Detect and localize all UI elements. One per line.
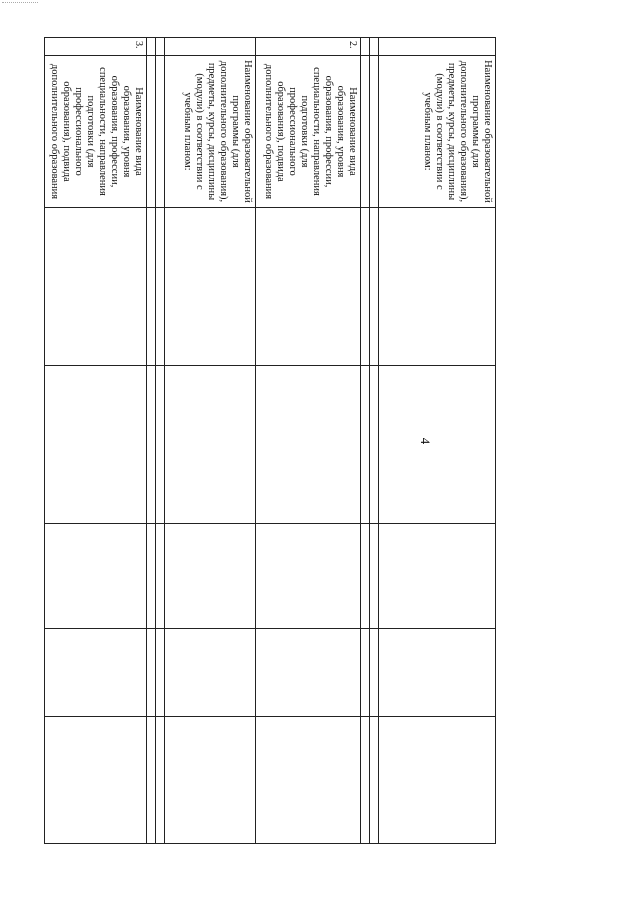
table-row — [361, 38, 370, 844]
empty-cell — [361, 208, 370, 366]
row-number-cell — [147, 38, 156, 56]
empty-cell — [147, 208, 156, 366]
empty-cell — [370, 366, 379, 524]
table-row — [165, 38, 256, 844]
row-label-cell: Наименование образовательной программы (для дополнительного образования), предметы, курсы, дисциплины (модули) в соответствии с учебным планом: — [379, 56, 496, 208]
empty-cell — [156, 208, 165, 366]
table-row — [379, 38, 496, 844]
row-number-cell — [370, 38, 379, 56]
empty-cell — [256, 208, 361, 366]
empty-cell — [147, 524, 156, 629]
empty-cell — [165, 717, 256, 844]
empty-cell — [379, 629, 496, 717]
empty-cell — [156, 366, 165, 524]
row-number-cell: 2. — [256, 38, 361, 56]
row-label-cell — [147, 56, 156, 208]
empty-cell — [361, 524, 370, 629]
empty-cell — [361, 629, 370, 717]
empty-cell — [165, 366, 256, 524]
empty-cell — [156, 524, 165, 629]
row-number-cell — [156, 38, 165, 56]
empty-cell — [147, 717, 156, 844]
table-row — [370, 38, 379, 844]
empty-cell — [379, 366, 496, 524]
empty-cell — [256, 366, 361, 524]
empty-cell — [370, 629, 379, 717]
row-number-cell: 3. — [45, 38, 147, 56]
row-number-cell — [165, 38, 256, 56]
table-row — [147, 38, 156, 844]
empty-cell — [147, 629, 156, 717]
empty-cell — [379, 524, 496, 629]
scan-artifact — [2, 2, 38, 5]
empty-cell — [165, 208, 256, 366]
empty-cell — [45, 208, 147, 366]
rotated-table-inner — [48, 37, 496, 843]
empty-cell — [45, 366, 147, 524]
empty-cell — [379, 717, 496, 844]
empty-cell — [45, 524, 147, 629]
empty-cell — [256, 629, 361, 717]
row-label-cell: Наименование вида образования, уровня образования, профессии, специальности, направления подготовки (для профессионального образования), подвида дополнительного образования — [45, 56, 147, 208]
empty-cell — [156, 717, 165, 844]
table-row — [156, 38, 165, 844]
empty-cell — [370, 717, 379, 844]
empty-cell — [165, 524, 256, 629]
row-number-cell — [361, 38, 370, 56]
empty-cell — [45, 629, 147, 717]
row-label-cell — [370, 56, 379, 208]
page-number: 4 — [418, 437, 433, 445]
row-number-cell — [379, 38, 496, 56]
empty-cell — [370, 524, 379, 629]
empty-cell — [156, 629, 165, 717]
row-label-cell — [361, 56, 370, 208]
table-row — [45, 38, 147, 844]
empty-cell — [165, 629, 256, 717]
row-label-cell: Наименование вида образования, уровня образования, профессии, специальности, направления подготовки (для профессионального образования), подвида дополнительного образования — [256, 56, 361, 208]
row-label-cell: Наименование образовательной программы (для дополнительного образования), предметы, курсы, дисциплины (модули) в соответствии с учебным планом: — [165, 56, 256, 208]
empty-cell — [370, 208, 379, 366]
empty-cell — [147, 366, 156, 524]
empty-cell — [379, 208, 496, 366]
empty-cell — [361, 717, 370, 844]
licensing-table — [45, 37, 497, 844]
table-row — [256, 38, 361, 844]
empty-cell — [256, 524, 361, 629]
empty-cell — [361, 366, 370, 524]
rotated-table-wrapper — [48, 37, 496, 843]
row-label-cell — [156, 56, 165, 208]
empty-cell — [45, 717, 147, 844]
empty-cell — [256, 717, 361, 844]
